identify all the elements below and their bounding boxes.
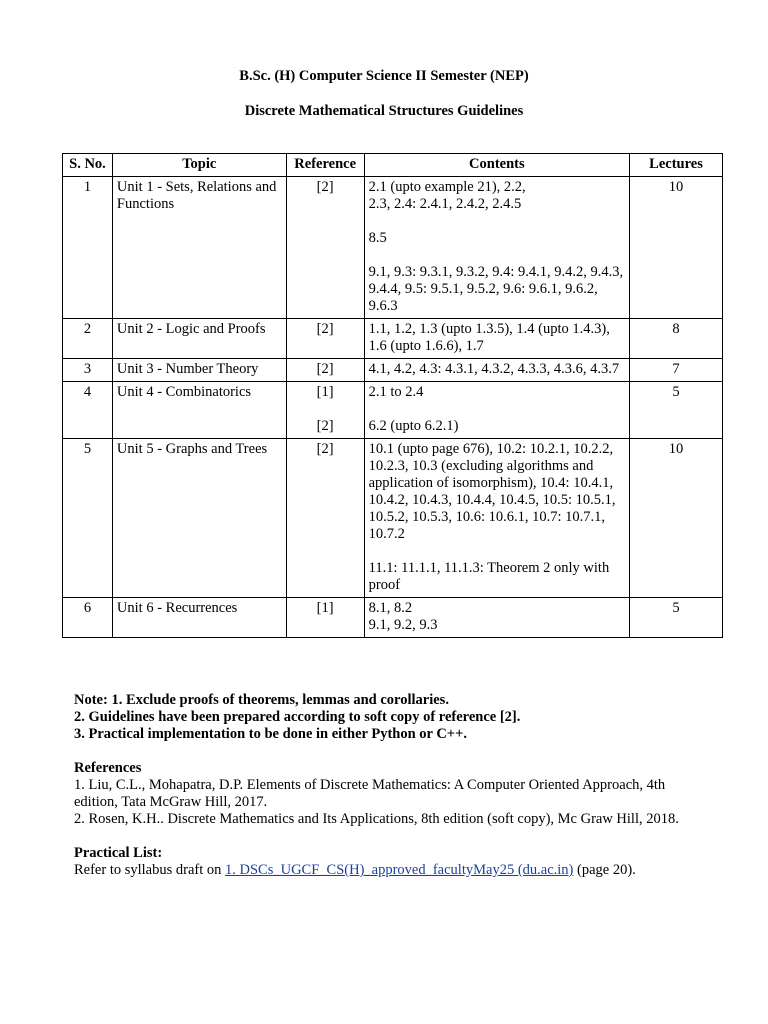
table-body xyxy=(63,177,723,638)
document-title: B.Sc. (H) Computer Science II Semester (NEP) xyxy=(239,68,529,84)
cell-sno: 2 xyxy=(63,319,113,359)
contents-entry: 10.1 (upto page 676), 10.2: 10.2.1, 10.2.2, 10.2.3, 10.3 (excluding algorithms and application of isomorphism), 10.4: 10.4.1, 10.4.2, 10.4.3, 10.4.4, 10.4.5, 10.5: 10.5.1, 10.5.2, 10.5.3, 10.6: 10.6.1, 10.7: 10.7.1, 10.7.2 xyxy=(368,441,616,542)
header-topic: Topic xyxy=(112,154,286,177)
cell-topic: Unit 1 - Sets, Relations and Functions xyxy=(112,177,286,319)
document-subtitle: Discrete Mathematical Structures Guidelines xyxy=(244,103,524,119)
contents-entry: 9.1, 9.3: 9.3.1, 9.3.2, 9.4: 9.4.1, 9.4.2, 9.4.3, 9.4.4, 9.5: 9.5.1, 9.5.2, 9.6: 9.6.1, 9.6.2, 9.6.3 xyxy=(368,264,624,314)
contents-entry xyxy=(369,401,625,418)
table-row xyxy=(63,177,723,319)
cell-reference xyxy=(286,439,364,598)
cell-topic: Unit 3 - Number Theory xyxy=(112,359,286,382)
cell-topic: Unit 4 - Combinatorics xyxy=(112,382,286,439)
table-row xyxy=(63,382,723,439)
practical-heading: Practical List: xyxy=(74,845,163,861)
cell-reference xyxy=(286,177,364,319)
header-sno: S. No. xyxy=(63,154,113,177)
contents-entry xyxy=(369,543,625,560)
reference-entry: [2] xyxy=(316,441,334,457)
contents-entry xyxy=(369,213,625,230)
cell-contents xyxy=(364,319,629,359)
contents-entry: 4.1, 4.2, 4.3: 4.3.1, 4.3.2, 4.3.3, 4.3.6, 4.3.7 xyxy=(368,361,620,377)
cell-topic: Unit 2 - Logic and Proofs xyxy=(112,319,286,359)
practical-prefix: Refer to syllabus draft on xyxy=(74,862,226,878)
note-line-1: Note: 1. Exclude proofs of theorems, lemmas and corollaries. xyxy=(74,692,449,708)
cell-lectures: 7 xyxy=(630,359,723,382)
cell-sno: 1 xyxy=(63,177,113,319)
cell-contents xyxy=(364,439,629,598)
contents-entry: 8.1, 8.2 xyxy=(368,600,413,616)
cell-lectures: 5 xyxy=(630,382,723,439)
note-line-2: 2. Guidelines have been prepared according to soft copy of reference [2]. xyxy=(74,709,521,725)
table-row xyxy=(63,359,723,382)
cell-topic: Unit 6 - Recurrences xyxy=(112,598,286,638)
reference-entry: [2] xyxy=(316,361,334,377)
cell-sno: 3 xyxy=(63,359,113,382)
cell-contents xyxy=(364,177,629,319)
cell-reference xyxy=(286,359,364,382)
contents-entry: 2.1 (upto example 21), 2.2, xyxy=(368,179,526,195)
cell-lectures: 5 xyxy=(630,598,723,638)
references-heading: References xyxy=(74,760,142,776)
notes-section xyxy=(74,692,704,879)
table-row xyxy=(63,598,723,638)
cell-contents xyxy=(364,598,629,638)
header-contents: Contents xyxy=(364,154,629,177)
contents-entry: 8.5 xyxy=(368,230,387,246)
reference-entry: [2] xyxy=(316,321,334,337)
contents-entry xyxy=(369,247,625,264)
cell-reference xyxy=(286,319,364,359)
table-header-row xyxy=(63,154,723,177)
syllabus-link[interactable]: 1. DSCs_UGCF_CS(H)_approved_facultyMay25 (du.ac.in) xyxy=(225,862,574,878)
reference-item-2: 2. Rosen, K.H.. Discrete Mathematics and Its Applications, 8th edition (soft copy), Mc Graw Hill, 2018. xyxy=(74,811,679,827)
reference-entry xyxy=(291,401,360,418)
cell-contents xyxy=(364,359,629,382)
cell-topic: Unit 5 - Graphs and Trees xyxy=(112,439,286,598)
guidelines-table xyxy=(62,153,723,638)
cell-contents xyxy=(364,382,629,439)
contents-entry: 1.1, 1.2, 1.3 (upto 1.3.5), 1.4 (upto 1.4.3), 1.6 (upto 1.6.6), 1.7 xyxy=(368,321,610,354)
practical-suffix: (page 20). xyxy=(573,862,636,878)
cell-sno: 5 xyxy=(63,439,113,598)
cell-lectures: 10 xyxy=(630,177,723,319)
header-lectures: Lectures xyxy=(630,154,723,177)
contents-entry: 6.2 (upto 6.2.1) xyxy=(368,418,459,434)
practical-line xyxy=(74,862,704,879)
contents-entry: 2.3, 2.4: 2.4.1, 2.4.2, 2.4.5 xyxy=(368,196,522,212)
cell-reference xyxy=(286,598,364,638)
contents-entry: 2.1 to 2.4 xyxy=(368,384,424,400)
table-row xyxy=(63,319,723,359)
contents-entry: 11.1: 11.1.1, 11.1.3: Theorem 2 only with proof xyxy=(368,560,610,593)
reference-entry: [1] xyxy=(316,600,334,616)
cell-sno: 6 xyxy=(63,598,113,638)
table-row xyxy=(63,439,723,598)
cell-lectures: 10 xyxy=(630,439,723,598)
reference-entry: [1] xyxy=(316,384,334,400)
contents-entry: 9.1, 9.2, 9.3 xyxy=(368,617,438,633)
note-line-3: 3. Practical implementation to be done in either Python or C++. xyxy=(74,726,467,742)
header-reference: Reference xyxy=(286,154,364,177)
reference-item-1: 1. Liu, C.L., Mohapatra, D.P. Elements of Discrete Mathematics: A Computer Oriented Approach, 4th edition, Tata McGraw Hill, 2017. xyxy=(74,777,666,810)
cell-reference xyxy=(286,382,364,439)
reference-entry: [2] xyxy=(316,179,334,195)
cell-sno: 4 xyxy=(63,382,113,439)
cell-lectures: 8 xyxy=(630,319,723,359)
reference-entry: [2] xyxy=(316,418,334,434)
